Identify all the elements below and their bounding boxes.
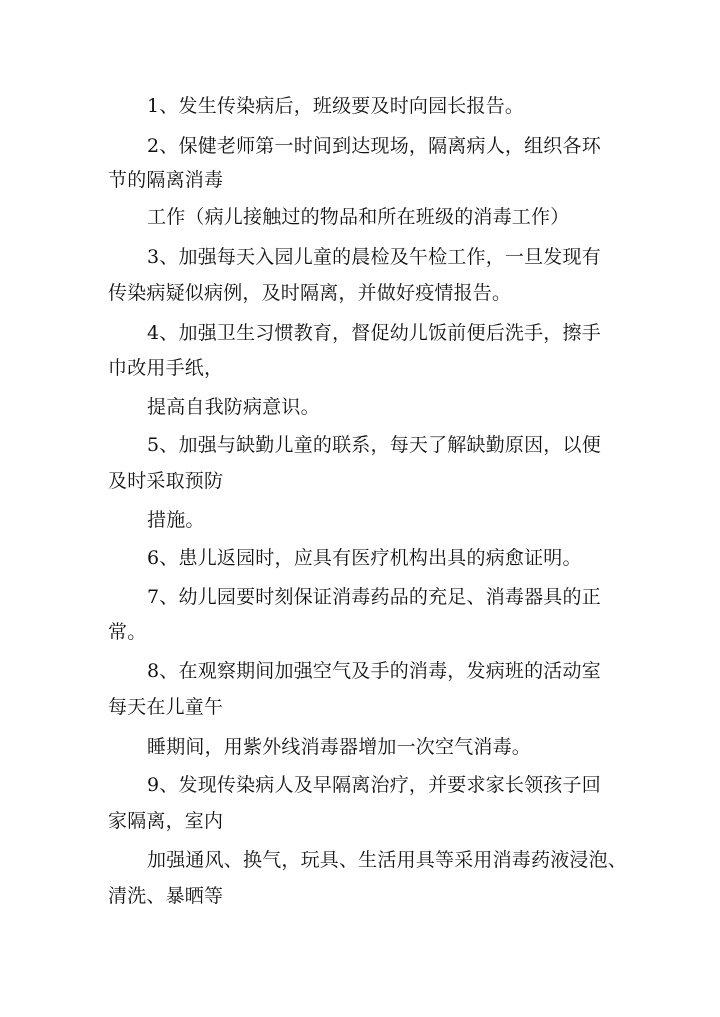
- text-line: 9、发现传染病人及早隔离治疗，并要求家长领孩子回: [147, 774, 601, 796]
- text-line: 8、在观察期间加强空气及手的消毒，发病班的活动室: [147, 660, 601, 682]
- text-line: 睡期间，用紫外线消毒器增加一次空气消毒。: [147, 736, 532, 758]
- text-line: 2、保健老师第一时间到达现场，隔离病人，组织各环: [147, 135, 601, 157]
- text-line: 7、幼儿园要时刻保证消毒药品的充足、消毒器具的正: [147, 586, 601, 608]
- text-line: 提高自我防病意识。: [147, 396, 320, 418]
- text-line: 节的隔离消毒: [108, 169, 224, 191]
- text-line: 3、加强每天入园儿童的晨检及午检工作，一旦发现有: [147, 246, 601, 268]
- text-line: 1、发生传染病后，班级要及时向园长报告。: [147, 95, 525, 117]
- text-line: 加强通风、换气，玩具、生活用具等采用消毒药液浸泡、: [147, 849, 628, 871]
- text-line: 每天在儿童午: [108, 696, 224, 718]
- text-line: 巾改用手纸，: [108, 357, 224, 379]
- text-line: 4、加强卫生习惯教育，督促幼儿饭前便后洗手，擦手: [147, 322, 601, 344]
- text-line: 6、患儿返园时，应具有医疗机构出具的病愈证明。: [147, 547, 582, 569]
- text-line: 工作（病儿接触过的物品和所在班级的消毒工作）: [147, 206, 570, 228]
- text-line: 家隔离，室内: [108, 810, 224, 832]
- text-line: 5、加强与缺勤儿童的联系，每天了解缺勤原因，以便: [147, 434, 601, 456]
- text-line: 及时采取预防: [108, 470, 224, 492]
- text-line: 措施。: [147, 509, 205, 531]
- text-line: 传染病疑似病例，及时隔离，并做好疫情报告。: [108, 282, 512, 304]
- text-line: 清洗、暴晒等: [108, 885, 224, 907]
- text-line: 常。: [108, 621, 147, 643]
